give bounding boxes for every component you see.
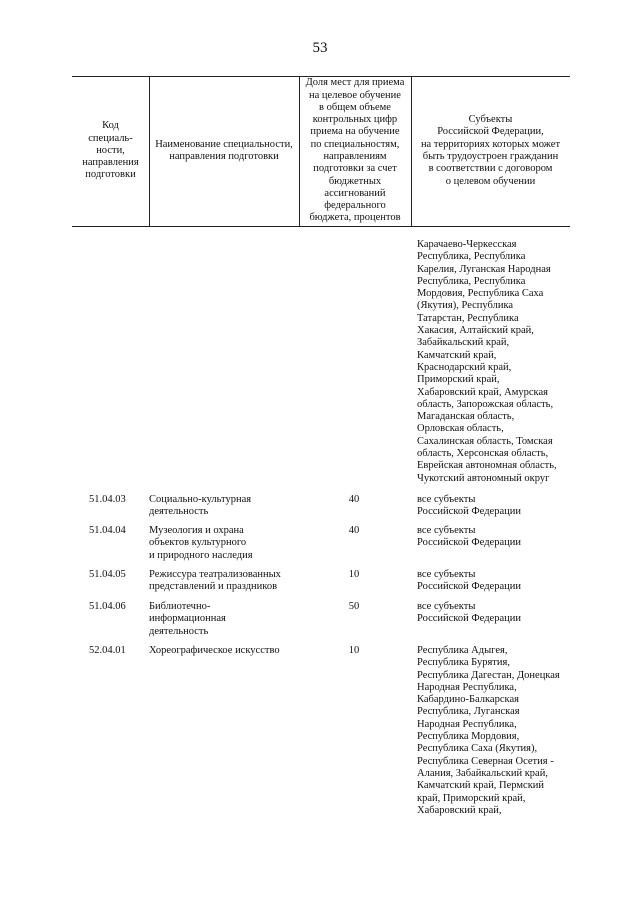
header-code: Код специаль- ности, направления подготовки [82, 120, 139, 181]
row-code: 51.04.06 [89, 601, 126, 612]
row-code: 51.04.04 [89, 525, 126, 536]
row-share: 10 [348, 645, 360, 656]
row-code: 51.04.03 [89, 494, 126, 505]
row-name: Хореографическое искусство [149, 645, 280, 656]
row-share: 40 [348, 494, 360, 505]
row-subjects: все субъекты Российской Федерации [417, 601, 521, 625]
row-name: Библиотечно- информационная деятельность [149, 601, 226, 637]
row-share: 10 [348, 569, 360, 580]
row-code: 51.04.05 [89, 569, 126, 580]
row-subjects: все субъекты Российской Федерации [417, 494, 521, 518]
row-name: Музеология и охрана объектов культурного и природного наследия [149, 525, 253, 561]
row-name: Режиссура театрализованных представлений и праздников [149, 569, 281, 593]
header-bottom-rule [72, 226, 570, 227]
header-subjects: Субъекты Российской Федерации, на территориях которых может быть трудоустроен гражданин в соответствии с договором о целевом обучении [420, 114, 561, 187]
row-name: Социально-культурная деятельность [149, 494, 252, 518]
row-subjects: Карачаево-Черкесская Республика, Республика Карелия, Луганская Народная Республика, Республика Мордовия, Республика Саха (Якутия), Республика Татарстан, Республика Хакасия, Алтайский край, Забайкальский край, Камчатский край, Краснодарский край, Приморский край, Хабаровский край, Амурская область, Запорожская область, Магаданская область, Орловская область, Сахалинская область, Томская область, Херсонская область, Еврейская автономная область, Чукотский автономный округ [417, 239, 557, 484]
row-share: 40 [348, 525, 360, 536]
row-subjects: все субъекты Российской Федерации [417, 569, 521, 593]
header-share: Доля мест для приема на целевое обучение в общем объеме контрольных цифр приема на обучение по специальностям, направлениям подготовки за счет бюджетных ассигнований федерального бюджета, процентов [305, 77, 405, 224]
row-share: 50 [348, 601, 360, 612]
page-number: 53 [312, 40, 328, 56]
row-subjects: все субъекты Российской Федерации [417, 525, 521, 549]
header-name: Наименование специальности, направления подготовки [155, 138, 293, 162]
row-subjects: Республика Адыгея, Республика Бурятия, Республика Дагестан, Донецкая Народная Республика, Кабардино-Балкарская Республика, Луганская Народная Республика, Республика Мордовия, Республика Саха (Якутия), Республика Северная Осетия - Алания, Забайкальский край, Камчатский край, Пермский край, Приморский край, Хабаровский край, [417, 645, 560, 816]
row-code: 52.04.01 [89, 645, 126, 656]
